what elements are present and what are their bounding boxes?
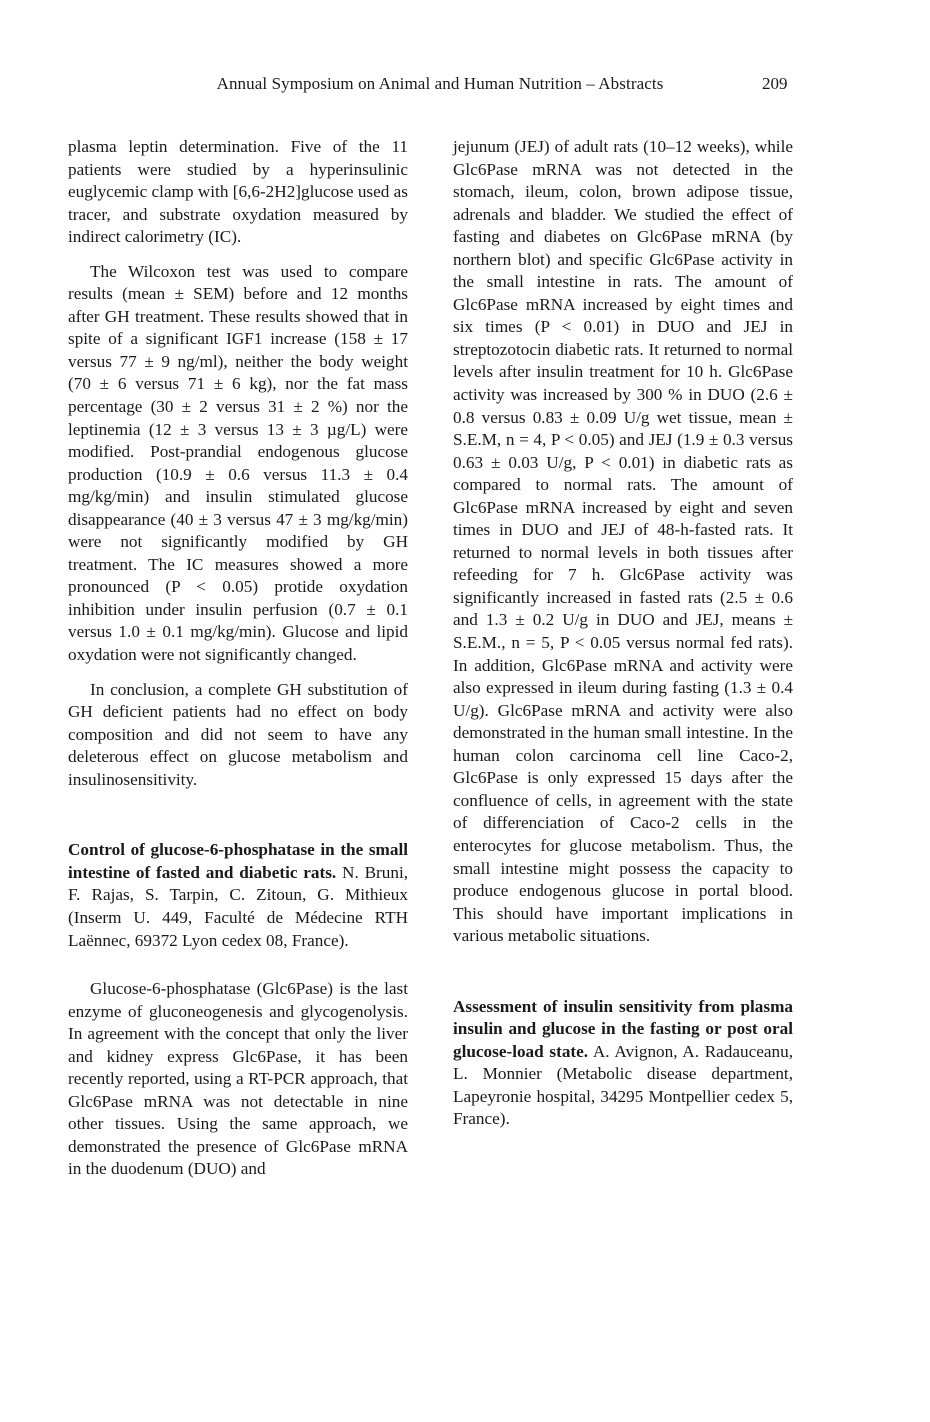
abstract-heading — [453, 996, 793, 1131]
paragraph: plasma leptin determination. Five of the 11 patients were studied by a hyperinsulinic euglycemic clamp with [6,6-2H2]glucose used as tracer, and substrate oxydation measured by indirect calorimetry (IC). — [68, 137, 408, 247]
abstract-title: Control of glucose-6-phosphatase in the small intestine of fasted and diabetic rats. — [68, 840, 408, 882]
abstract-title: Assessment of insulin sensitivity from plasma insulin and glucose in the fasting or post oral glucose-load state. — [453, 996, 793, 1061]
paragraph: jejunum (JEJ) of adult rats (10–12 weeks), while Glc6Pase mRNA was not detected in the stomach, ileum, colon, brown adipose tissue, adrenals and bladder. We studied the effect of fasting and diabetes on Glc6Pase mRNA (by northern blot) and specific Glc6Pase activity in the small intestine in rats. The amount of Glc6Pase mRNA increased by eight times and six times (P < 0.01) in DUO and JEJ in streptozotocin diabetic rats. It returned to normal levels after insulin treatment for 10 h. Glc6Pase activity was increased by 300 % in DUO (2.6 ± 0.8 versus 0.83 ± 0.09 U/g wet tissue, mean ± S.E.M, n = 4, P < 0.05) and JEJ (1.9 ± 0.3 versus 0.63 ± 0.03 U/g, P < 0.01) in diabetic rats as compared to normal rats. The amount of Glc6Pase mRNA increased by eight and seven times in DUO and JEJ of 48-h-fasted rats. It returned to normal levels in both tissues after refeeding for 7 h. Glc6Pase activity was significantly increased in fasted rats (2.5 ± 0.6 and 1.3 ± 0.2 U/g in DUO and JEJ, means ± S.E.M., n = 5, P < 0.05 versus normal fed rats). In addition, Glc6Pase mRNA and activity were also expressed in ileum during fasting (1.3 ± 0.4 U/g). Glc6Pase mRNA and activity were also demonstrated in the human small intestine. In the human colon carcinoma cell line Caco-2, Glc6Pase is only expressed 15 days after the confluence of cells, in agreement with the state of differenciation of Caco-2 cells in the enterocytes for glucose metabolism. Thus, the small intestine might possess the capacity to produce endogenous glucose in portal blood. This should have important implications in various metabolic situations. — [453, 137, 793, 946]
abstract-authors: A. Avignon, A. Radauceanu, L. Monnier (Metabolic disease department, Lapeyronie hospital, 34295 Montpellier cedex 5, France). — [453, 1041, 793, 1129]
abstract-authors: N. Bruni, F. Rajas, S. Tarpin, C. Zitoun, G. Mithieux (Inserm U. 449, Faculté de Médecine RTH Laënnec, 69372 Lyon cedex 08, France). — [68, 862, 409, 950]
page-number: 209 — [762, 74, 788, 93]
running-head: Annual Symposium on Animal and Human Nutrition – Abstracts — [216, 74, 664, 93]
right-column — [453, 136, 793, 1131]
paragraph: In conclusion, a complete GH substitution of GH deficient patients had no effect on body composition and did not seem to have any deleterous effect on glucose metabolism and insulinosensitivity. — [68, 679, 408, 789]
left-column — [68, 136, 408, 1181]
paragraph: Glucose-6-phosphatase (Glc6Pase) is the last enzyme of gluconeogenesis and glycogenolysis. In agreement with the concept that only the liver and kidney express Glc6Pase, it has been recently reported, using a RT-PCR approach, that Glc6Pase mRNA was not detectable in nine other tissues. Using the same approach, we demonstrated the presence of Glc6Pase mRNA in the duodenum (DUO) and — [68, 979, 408, 1179]
abstract-heading — [68, 839, 408, 952]
paragraph: The Wilcoxon test was used to compare results (mean ± SEM) before and 12 months after GH treatment. These results showed that in spite of a significant IGF1 increase (158 ± 17 versus 77 ± 9 ng/ml), neither the body weight (70 ± 6 versus 71 ± 6 kg), nor the fat mass percentage (30 ± 2 versus 31 ± 2 %) nor the leptinemia (12 ± 3 versus 13 ± 3 µg/L) were modified. Post-prandial endogenous glucose production (10.9 ± 0.6 versus 11.3 ± 0.4 mg/kg/min) and insulin stimulated glucose disappearance (40 ± 3 versus 47 ± 3 mg/kg/min) were not significantly modified by GH treatment. The IC measures showed a more pronounced (P < 0.05) protide oxydation inhibition under insulin perfusion (0.7 ± 0.1 versus 1.0 ± 0.1 mg/kg/min). Glucose and lipid oxydation were not significantly changed. — [68, 261, 408, 665]
